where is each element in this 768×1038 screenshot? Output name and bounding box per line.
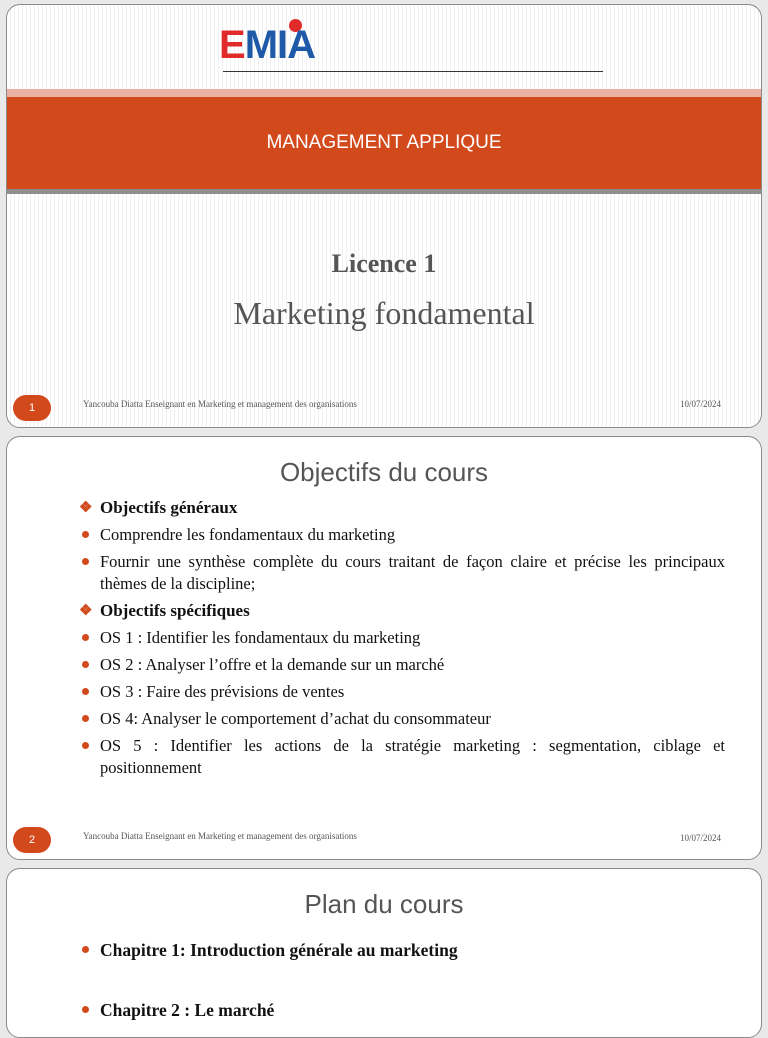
- slide-title: Objectifs du cours: [279, 457, 489, 487]
- bullet-icon: [82, 715, 89, 722]
- logo-letters-mia: MIA: [244, 23, 316, 67]
- diamond-bullet-icon: ❖: [79, 500, 93, 516]
- slide-number-badge: 1: [13, 395, 51, 421]
- footer-date: 10/07/2024: [679, 399, 721, 409]
- list-item: Comprendre les fondamentaux du marketing: [79, 524, 725, 546]
- footer-date: 10/07/2024: [679, 833, 721, 843]
- list-item: OS 2 : Analyser l’offre et la demande sur un marché: [79, 654, 725, 676]
- bullet-icon: [82, 688, 89, 695]
- slide-1: [6, 4, 762, 428]
- slide-3: [6, 868, 762, 1038]
- chapter-item: Chapitre 2 : Le marché: [79, 999, 274, 1021]
- list-item: OS 4: Analyser le comportement d’achat du consommateur: [79, 708, 725, 730]
- bullet-icon: [82, 634, 89, 641]
- slide-number-badge: 2: [13, 827, 51, 853]
- course-title: MANAGEMENT APPLIQUE: [266, 132, 502, 153]
- bullet-icon: [82, 946, 89, 953]
- logo-underline: [223, 71, 603, 72]
- bullet-icon: [82, 558, 89, 565]
- list-item: OS 1 : Identifier les fondamentaux du marketing: [79, 627, 725, 649]
- list-item: ❖ Objectifs généraux: [79, 498, 238, 517]
- bullet-icon: [82, 661, 89, 668]
- footer-author: Yancouba Diatta Enseignant en Marketing et management des organisations: [83, 399, 357, 409]
- level-heading: Licence 1: [331, 249, 437, 278]
- bullet-icon: [82, 531, 89, 538]
- band-bottom-stripe: [7, 189, 761, 194]
- bullet-icon: [82, 1006, 89, 1013]
- footer-author: Yancouba Diatta Enseignant en Marketing et management des organisations: [83, 831, 357, 841]
- band-top-stripe: [7, 89, 761, 97]
- slide-2: [6, 436, 762, 860]
- chapter-item: Chapitre 1: Introduction générale au marketing: [79, 939, 458, 961]
- diamond-bullet-icon: ❖: [79, 603, 93, 619]
- subject-heading: Marketing fondamental: [233, 295, 535, 331]
- bullet-icon: [82, 742, 89, 749]
- list-item: Fournir une synthèse complète du cours traitant de façon claire et précise les principaux thèmes de la discipline;: [79, 551, 725, 595]
- list-item: OS 5 : Identifier les actions de la stratégie marketing : segmentation, ciblage et positionnement: [79, 735, 725, 779]
- list-item: ❖ Objectifs spécifiques: [79, 601, 250, 620]
- objectives-list: [79, 497, 725, 784]
- list-item: OS 3 : Faire des prévisions de ventes: [79, 681, 725, 703]
- slide-title: Plan du cours: [304, 889, 464, 919]
- logo-letter-e: E: [219, 23, 245, 67]
